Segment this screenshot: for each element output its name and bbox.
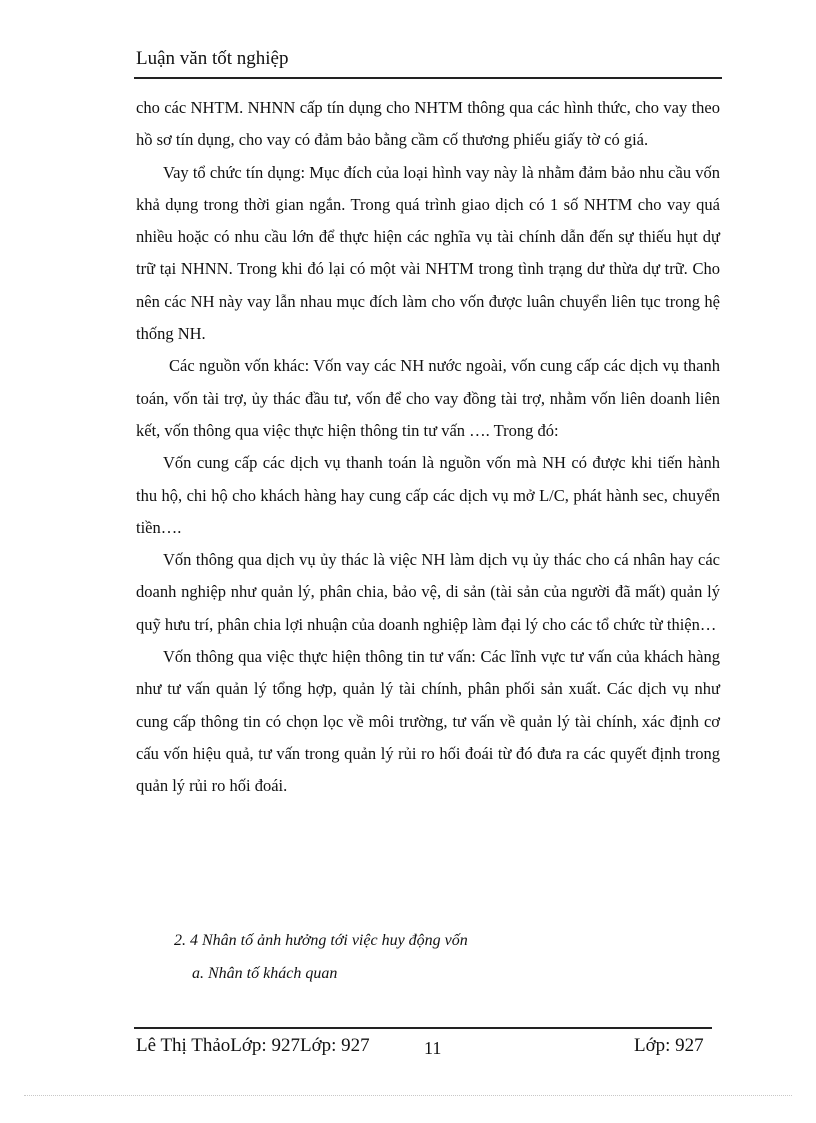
paragraph-2: Vay tổ chức tín dụng: Mục đích của loại hình vay này là nhằm đảm bảo nhu cầu vốn khả dụng trong thời gian ngắn. Trong quá trình giao dịch có 1 số NHTM cho vay quá nhiều hoặc có nhu cầu lớn để thực hiện các nghĩa vụ tài chính dẫn đến sự thiếu hụt dự trữ tại NHNN. Trong khi đó lại có một vài NHTM trong tình trạng dư thừa dự trữ. Cho nên các NH này vay lẫn nhau mục đích làm cho vốn được luân chuyển liên tục trong hệ thống NH. [136, 162, 720, 344]
paragraph-6: Vốn thông qua việc thực hiện thông tin tư vấn: Các lĩnh vực tư vấn của khách hàng như tư vấn quản lý tổng hợp, quản lý tài chính, phân phối sản xuất. Các dịch vụ như cung cấp thông tin có chọn lọc về môi trường, tư vấn về quản lý tài chính, xác định cơ cấu vốn hiệu quả, tư vấn trong quản lý rủi ro hối đoái từ đó đưa ra các quyết định trong quản lý rủi ro hối đoái. [136, 647, 720, 796]
page-header-title: Luận văn tốt nghiệp [136, 48, 289, 69]
document-body [136, 92, 720, 803]
header-divider [134, 77, 722, 79]
paragraph-4: Vốn cung cấp các dịch vụ thanh toán là nguồn vốn mà NH có được khi tiến hành thu hộ, chi hộ cho khách hàng hay cung cấp các dịch vụ mở L/C, phát hành sec, chuyển tiền…. [136, 453, 720, 537]
footer-author: Lê Thị ThảoLớp: 927Lớp: 927 [136, 1035, 370, 1056]
section-heading: 2. 4 Nhân tố ảnh hưởng tới việc huy động vốn [174, 932, 468, 949]
footer-class: Lớp: 927 [634, 1035, 704, 1056]
page-number: 11 [424, 1038, 442, 1058]
paragraph-5: Vốn thông qua dịch vụ ủy thác là việc NH làm dịch vụ ủy thác cho cá nhân hay các doanh nghiệp như quản lý, phân chia, bảo vệ, di sản (tài sản của người đã mất) quản lý quỹ hưu trí, phân chia lợi nhuận của doanh nghiệp làm đại lý cho các tổ chức từ thiện… [136, 550, 720, 634]
paragraph-3: Các nguồn vốn khác: Vốn vay các NH nước ngoài, vốn cung cấp các dịch vụ thanh toán, vốn tài trợ, ủy thác đầu tư, vốn để cho vay đồng tài trợ, nhằm vốn liên doanh liên kết, vốn thông qua việc thực hiện thông tin tư vấn …. Trong đó: [136, 356, 720, 440]
footer-divider [134, 1027, 712, 1029]
paragraph-1: cho các NHTM. NHNN cấp tín dụng cho NHTM thông qua các hình thức, cho vay theo hồ sơ tín dụng, cho vay có đảm bảo bằng cầm cố thương phiếu giấy tờ có giá. [136, 98, 720, 150]
page-bottom-dotted-line [24, 1095, 792, 1096]
subsection-heading: a. Nhân tố khách quan [192, 965, 338, 982]
